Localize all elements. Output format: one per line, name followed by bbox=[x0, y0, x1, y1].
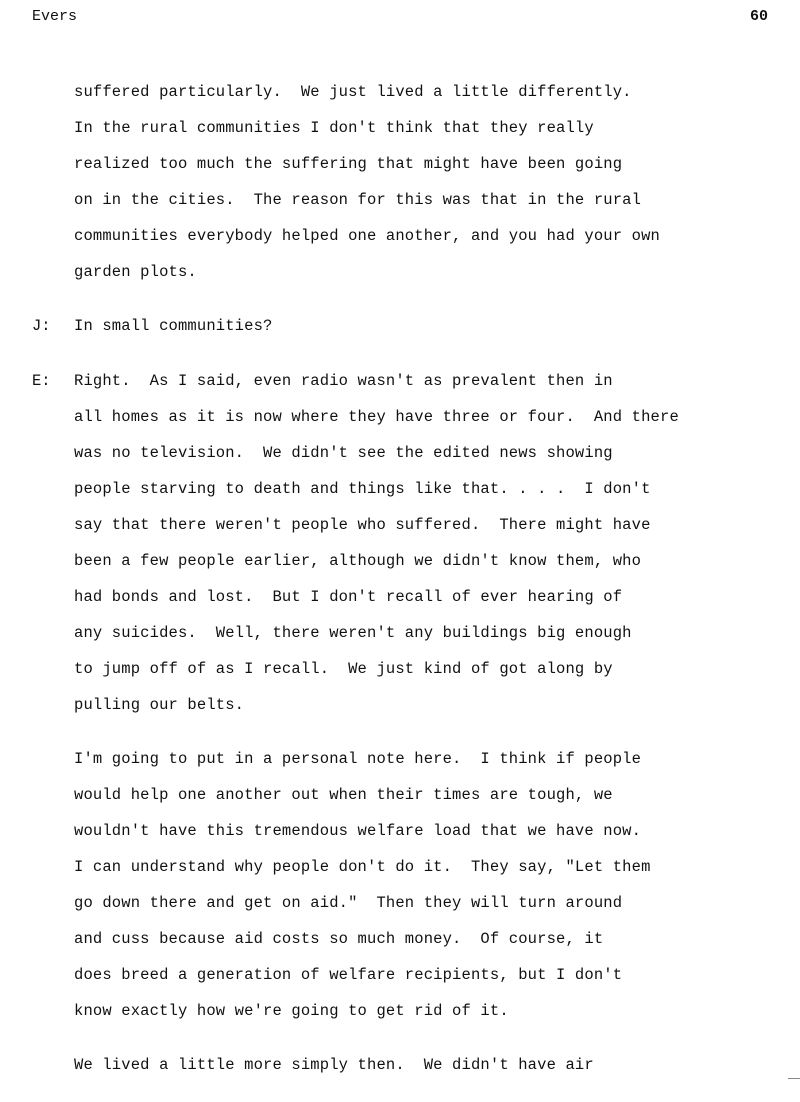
text-line: been a few people earlier, although we didn't know them, who bbox=[74, 552, 642, 570]
speaker-label-e: E: bbox=[32, 372, 51, 390]
text-line: was no television. We didn't see the edited news showing bbox=[74, 444, 613, 462]
text-line: would help one another out when their times are tough, we bbox=[74, 786, 613, 804]
text-line: any suicides. Well, there weren't any buildings big enough bbox=[74, 624, 632, 642]
text-line: go down there and get on aid." Then they will turn around bbox=[74, 894, 623, 912]
page-number: 60 bbox=[749, 8, 768, 25]
text-line: We lived a little more simply then. We didn't have air bbox=[74, 1056, 594, 1074]
text-line: pulling our belts. bbox=[74, 696, 245, 714]
text-line: realized too much the suffering that might have been going bbox=[74, 155, 623, 173]
text-line: had bonds and lost. But I don't recall of ever hearing of bbox=[74, 588, 623, 606]
question-text: In small communities? bbox=[74, 317, 273, 335]
text-line: Right. As I said, even radio wasn't as prevalent then in bbox=[74, 372, 613, 390]
interviewee-name: Evers bbox=[32, 8, 78, 25]
text-line: garden plots. bbox=[74, 263, 197, 281]
text-line: does breed a generation of welfare recipients, but I don't bbox=[74, 966, 623, 984]
text-line: say that there weren't people who suffered. There might have bbox=[74, 516, 651, 534]
text-line: wouldn't have this tremendous welfare load that we have now. bbox=[74, 822, 642, 840]
text-line: and cuss because aid costs so much money. Of course, it bbox=[74, 930, 604, 948]
text-line: know exactly how we're going to get rid of it. bbox=[74, 1002, 509, 1020]
text-line: communities everybody helped one another, and you had your own bbox=[74, 227, 660, 245]
text-line: I'm going to put in a personal note here. I think if people bbox=[74, 750, 642, 768]
text-line: on in the cities. The reason for this was that in the rural bbox=[74, 191, 642, 209]
text-line: to jump off of as I recall. We just kind of got along by bbox=[74, 660, 613, 678]
speaker-label-j: J: bbox=[32, 317, 51, 335]
text-line: I can understand why people don't do it. They say, "Let them bbox=[74, 858, 651, 876]
text-line: In the rural communities I don't think that they really bbox=[74, 119, 594, 137]
scan-edge-mark bbox=[788, 1078, 800, 1079]
text-line: suffered particularly. We just lived a little differently. bbox=[74, 83, 632, 101]
text-line: all homes as it is now where they have three or four. And there bbox=[74, 408, 679, 426]
text-line: people starving to death and things like that. . . . I don't bbox=[74, 480, 651, 498]
